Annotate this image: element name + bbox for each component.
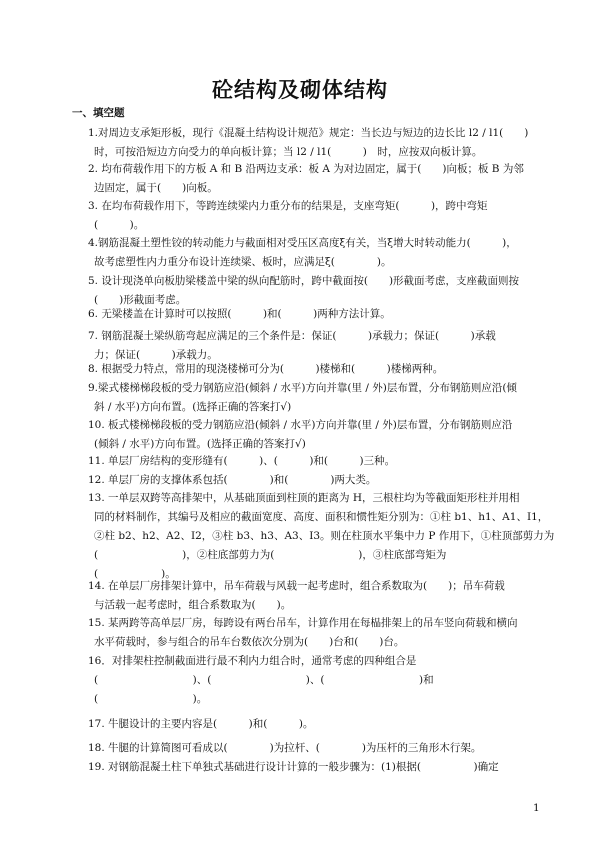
question-13 xyxy=(88,489,555,584)
question-line: ( )、( )、( )和 xyxy=(94,674,434,686)
document-title: 砼结构及砌体结构 xyxy=(212,78,388,102)
question-16 xyxy=(88,652,528,709)
question-line: 6. 无梁楼盖在计算时可以按照( )和( )两种方法计算。 xyxy=(88,308,391,320)
question-line: 时，可按沿短边方向受力的单向板计算；当 l2 / l1( ) 时，应按双向板计算。 xyxy=(94,146,483,158)
question-19 xyxy=(88,758,528,777)
question-line: ( )。 xyxy=(94,693,208,705)
question-line: 2. 均布荷载作用下的方板 A 和 B 沿两边支承：板 A 为对边固定，属于( )向板；板 B 为邻 xyxy=(88,163,524,175)
question-line: ( )。 xyxy=(94,568,176,580)
question-line: 5. 设计现浇单向板肋梁楼盖中梁的纵向配筋时，跨中截面按( )形截面考虑，支座截面则按 xyxy=(88,275,520,287)
question-3 xyxy=(88,197,528,235)
question-line: ( )，②柱底部剪力为( )，③柱底部弯矩为 xyxy=(94,549,447,561)
question-12 xyxy=(88,471,528,490)
question-1 xyxy=(88,124,528,162)
question-line: 17. 牛腿设计的主要内容是( )和( )。 xyxy=(88,718,314,730)
question-line: 3. 在均布荷载作用下，等跨连续梁内力重分布的结果是，支座弯矩( )，跨中弯矩 xyxy=(88,200,488,212)
question-line: 力；保证( )承载力。 xyxy=(94,349,218,361)
question-line: 15. 某两跨等高单层厂房，每跨设有两台吊车，计算作用在每榀排架上的吊车竖向荷载和横向 xyxy=(88,617,518,629)
question-line: 4.钢筋混凝土塑性铰的转动能力与截面相对受压区高度ξ有关，当ξ增大时转动能力( )， xyxy=(88,237,517,249)
question-line: 与活载一起考虑时，组合系数取为( )。 xyxy=(94,599,292,611)
question-line: 1.对周边支承矩形板，现行《混凝土结构设计规范》规定：当长边与短边的边长比 l2 / l1( ) xyxy=(88,127,529,139)
question-line: 7. 钢筋混凝土梁纵筋弯起应满足的三个条件是：保证( )承载力；保证( )承载 xyxy=(88,330,496,342)
question-17 xyxy=(88,715,528,734)
question-line: 11. 单层厂房结构的变形缝有( )、( )和( )三种。 xyxy=(88,455,396,467)
question-line: 水平荷载时，参与组合的吊车台数依次分别为( )台和( )台。 xyxy=(94,636,405,648)
question-line: ②柱 b2、h2、A2、I2，③柱 b3、h3、A3、I3。则在柱顶水平集中力 P 作用下，①柱顶部剪力为 xyxy=(94,530,555,542)
section-heading: 一、填空题 xyxy=(72,107,125,119)
question-line: 10. 板式楼梯梯段板的受力钢筋应沿(倾斜 / 水平)方向并靠(里 / 外)层布置，分布钢筋则应沿 xyxy=(88,419,513,431)
question-line: 14. 在单层厂房排架计算中，吊车荷载与风载一起考虑时，组合系数取为( )；吊车荷载 xyxy=(88,580,505,592)
question-9 xyxy=(88,379,528,417)
question-line: 8. 根据受力特点，常用的现浇楼梯可分为( )楼梯和( )楼梯两种。 xyxy=(88,363,444,375)
question-line: 同的材料制作，其编号及相应的截面宽度、高度、面积和惯性矩分别为：①柱 b1、h1、A1、I1， xyxy=(94,511,549,523)
question-line: ( )。 xyxy=(94,219,145,231)
question-2 xyxy=(88,160,528,198)
question-4 xyxy=(88,234,528,272)
question-18 xyxy=(88,739,528,758)
question-line: 19. 对钢筋混凝土柱下单独式基础进行设计计算的一般步骤为：(1)根据( )确定 xyxy=(88,761,499,773)
question-line: 16．对排架柱控制截面进行最不利内力组合时，通常考虑的四种组合是 xyxy=(88,655,417,667)
question-11 xyxy=(88,452,528,471)
question-10 xyxy=(88,416,528,454)
question-line: 18. 牛腿的计算简图可看成以( )为拉杆、( )为压杆的三角形木行架。 xyxy=(88,742,482,754)
question-14 xyxy=(88,577,528,615)
question-line: 斜 / 水平)方向布置。(选择正确的答案打√) xyxy=(94,401,292,413)
question-6 xyxy=(88,305,528,324)
question-line: 故考虑塑性内力重分布设计连续梁、板时，应满足ξ( )。 xyxy=(94,256,392,268)
question-line: (倾斜 / 水平)方向布置。(选择正确的答案打√) xyxy=(94,438,306,450)
question-line: ( )形截面考虑。 xyxy=(94,294,187,306)
question-line: 12. 单层厂房的支撑体系包括( )和( )两大类。 xyxy=(88,474,377,486)
page-number: 1 xyxy=(533,802,540,814)
question-line: 边固定，属于( )向板。 xyxy=(94,182,218,194)
question-8 xyxy=(88,360,528,379)
question-line: 13. 一单层双跨等高排架中，从基础顶面到柱顶的距离为 H，三根柱均为等截面矩形柱并用相 xyxy=(88,492,520,504)
question-line: 9.梁式楼梯梯段板的受力钢筋应沿(倾斜 / 水平)方向并靠(里 / 外)层布置，分布钢筋则应沿(倾 xyxy=(88,382,517,394)
question-15 xyxy=(88,614,528,652)
